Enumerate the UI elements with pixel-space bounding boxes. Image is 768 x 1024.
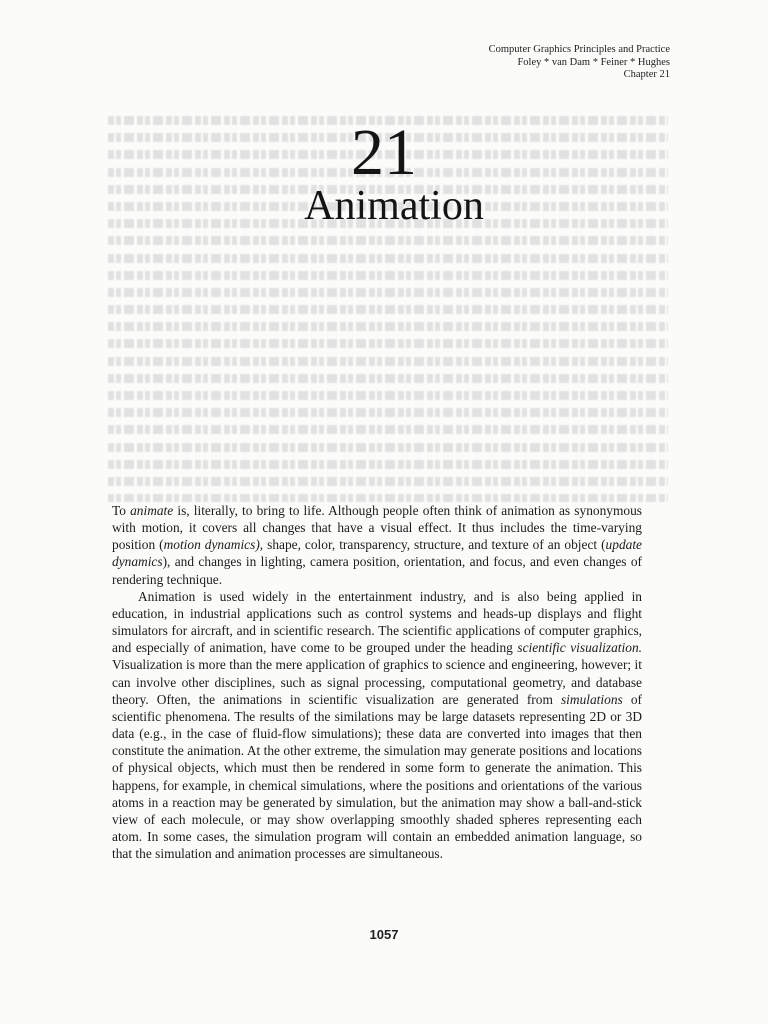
body-text xyxy=(112,502,642,862)
header-authors: Foley * van Dam * Feiner * Hughes xyxy=(517,56,670,68)
header-chapter: Chapter 21 xyxy=(623,69,670,80)
chapter-number: 21 xyxy=(351,116,417,189)
paragraph-2: Animation is used widely in the entertainment industry, and is also being applied in education, in industrial applications such as control systems and heads-up displays and flight simulators for aircraft, and in scientific research. The scientific applications of computer graphics, and especially of animation, have come to be grouped under the heading scientific visualization. Visualization is more than the mere application of graphics to science and engineering, however; it can involve other disciplines, such as signal processing, computational geometry, and database theory. Often, the animations in scientific visualization are generated from simulations of scientific phenomena. The results of the similations may be large datasets representing 2D or 3D data (e.g., in the case of fluid-flow simulations); these data are converted into images that then constitute the animation. At the other extreme, the simulation may generate positions and locations of physical objects, which must then be rendered in some form to generate the animation. This happens, for example, in chemical simulations, where the positions and orientations of the various atoms in a reaction may be generated by simulation, but the animation may show a ball-and-stick view of each molecule, or may show overlapping smoothly shaded spheres representing each atom. In some cases, the simulation program will contain an embedded animation language, so that the simulation and animation processes are simultaneous. xyxy=(112,588,642,862)
paragraph-1: To animate is, literally, to bring to life. Although people often think of animation as synonymous with motion, it covers all changes that have a visual effect. It thus includes the time-varying position (motion dynamics), shape, color, transparency, structure, and texture of an object (update dynamics), and changes in lighting, camera position, orientation, and focus, and even changes of rendering technique. xyxy=(112,503,642,587)
header-book-title: Computer Graphics Principles and Practice xyxy=(488,44,670,55)
page-number: 1057 xyxy=(369,927,399,942)
running-header xyxy=(489,44,670,82)
chapter-title: Animation xyxy=(304,183,484,229)
